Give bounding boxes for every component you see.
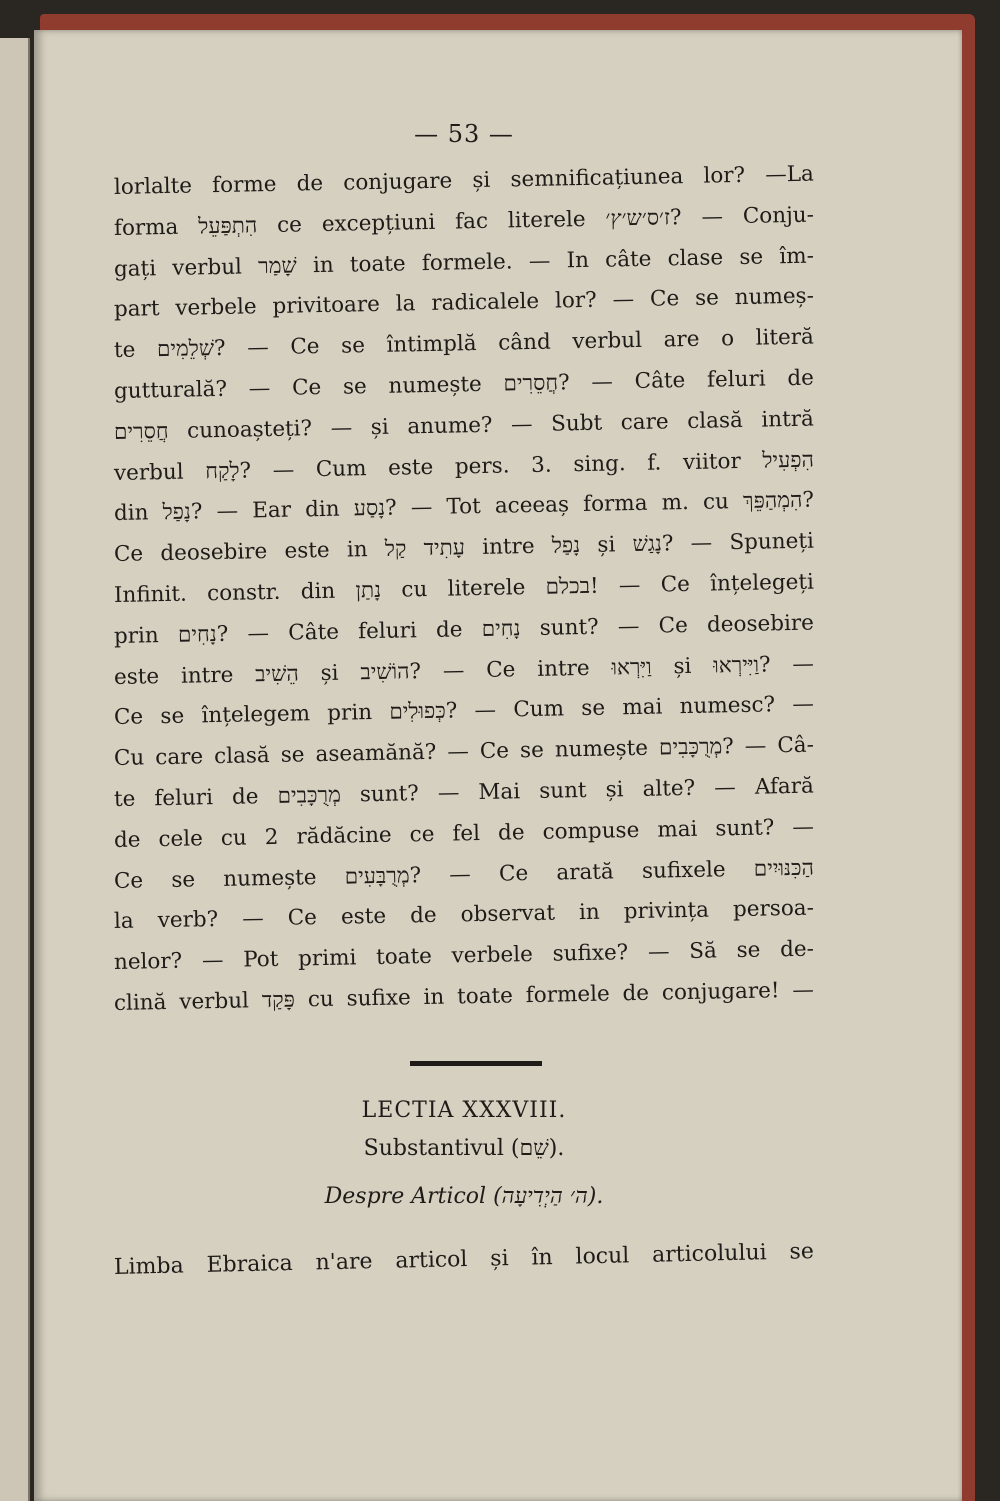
text-line: din נָפַל? — Ear din נָסַע? — Tot aceeaș forma m. cu הִמְהַפֵּךְ? xyxy=(113,487,815,527)
book-page xyxy=(34,30,962,1501)
section-divider xyxy=(410,1061,542,1066)
exercise-questions xyxy=(113,161,815,1025)
text-line: verbul לָקַח? — Cum este pers. 3. sing. f. viitor הִפְעִיל xyxy=(113,447,815,486)
text-line: Ce se înțelegem prin כְּפוּלִים? — Cum se mai numesc? — xyxy=(113,691,815,731)
text-line: este intre הֵשִׁיב și הוֹשִׁיב? — Ce intre וַיִּרְאוּ și וַיִּירְאוּ? — xyxy=(113,651,815,690)
text-line: Cu care clasă se aseamănă? — Ce se numește מְרֻכָּבִים? — Câ- xyxy=(113,732,815,772)
subsection-title: Despre Articol (ה׳ הַיְדִיעָה). xyxy=(324,1183,604,1209)
text-line: te feluri de מְרֻכָּבִים sunt? — Mai sunt și alte? — Afară xyxy=(113,773,815,812)
text-line: nelor? — Pot primi toate verbele sufixe? — Să se de- xyxy=(113,936,815,976)
page-number: — 53 — xyxy=(414,120,514,148)
lesson-heading: LECTIA XXXVIII. xyxy=(361,1097,567,1123)
text-line: חֲסֵרִים cunoașteți? — și anume? — Subt care clasă intră xyxy=(113,406,815,445)
text-line: Ce deosebire este in עָתִיד קַל intre נָפַל și נָגַשׁ? — Spuneți xyxy=(113,528,815,568)
text-line: Infinit. constr. din נָתַן cu literele בכלם! — Ce înțelegeți xyxy=(113,569,815,608)
paragraph-start-line: Limba Ebraica n'are articol și în locul articolului se xyxy=(113,1238,815,1280)
text-line: clină verbul פָּקַד cu sufixe in toate formele de conjugare! — xyxy=(113,977,815,1016)
text-line: prin נָחִים? — Câte feluri de נָחִים sunt? — Ce deosebire xyxy=(113,610,815,649)
page-text xyxy=(114,120,814,1280)
text-line: de cele cu 2 rădăcine ce fel de compuse mai sunt? — xyxy=(113,814,815,853)
text-line: gutturală? — Ce se numește חֲסֵרִים? — Câte feluri de xyxy=(113,365,815,404)
section-subheading: Substantivul (שֵׁם). xyxy=(363,1135,565,1161)
text-line: part verbele privitoare la radicalele lor? — Ce se numeș- xyxy=(113,283,815,323)
text-line: Ce se numește מְרֻבָּעִים? — Ce arată sufixele הַכִּנּוּיִים xyxy=(113,855,815,894)
text-line: gați verbul שָׁמַר in toate formele. — In câte clase se îm- xyxy=(113,243,815,282)
text-line: te שְׁלֵמִים? — Ce se întimplă când verbul are o literă xyxy=(113,324,815,364)
text-line: la verb? — Ce este de observat in privința persoa- xyxy=(113,895,815,935)
left-page-edge xyxy=(0,38,30,1501)
text-line: forma הִתְפַּעֵל ce excepțiuni fac literele ז׳ס׳ש׳ץ׳? — Conju- xyxy=(113,202,815,241)
text-line: lorlalte forme de conjugare și semnificațiunea lor? —La xyxy=(113,161,815,200)
